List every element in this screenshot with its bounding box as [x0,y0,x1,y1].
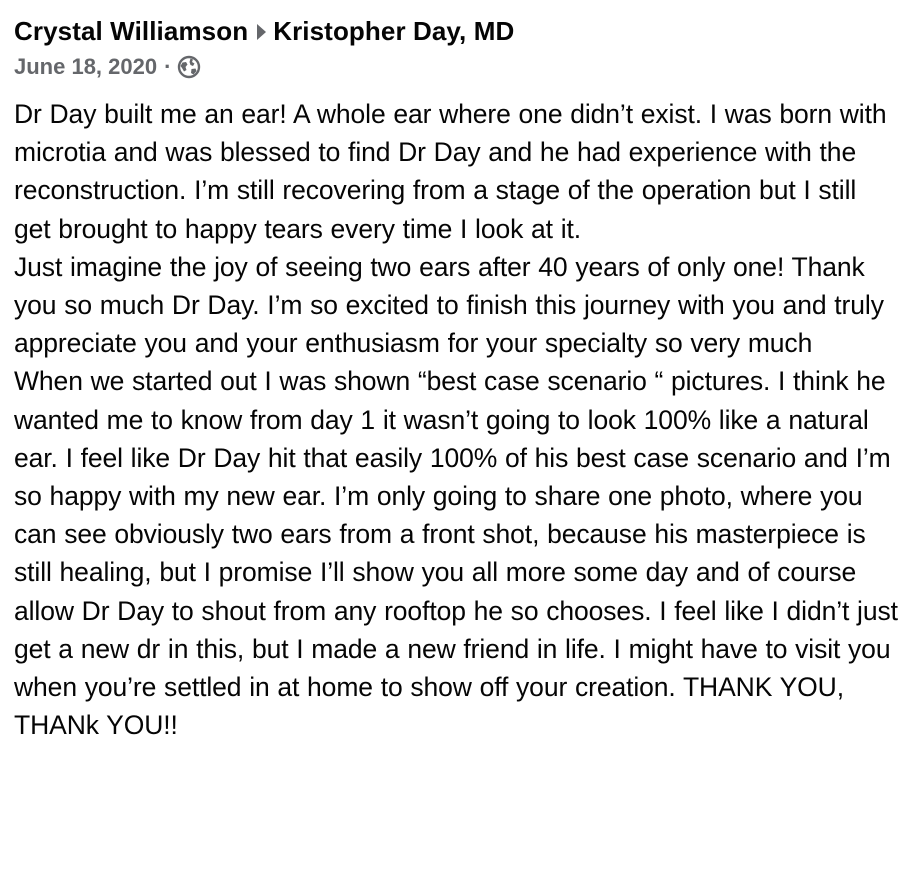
post-meta [14,52,898,82]
post-date-link[interactable]: June 18, 2020 [14,54,158,79]
post-paragraph: Just imagine the joy of seeing two ears after 40 years of only one! Thank you so much Dr Day. I’m so excited to finish this journey with you and truly appreciate you and your enthusiasm for your specialty so very much [14,251,884,359]
author-name-link[interactable]: Crystal Williamson [14,16,249,46]
recipient-name-link[interactable]: Kristopher Day, MD [273,16,515,46]
post-header [14,14,898,48]
meta-separator: · [164,54,172,79]
post-body [14,95,898,744]
share-arrow-icon [257,24,266,40]
post-paragraph: Dr Day built me an ear! A whole ear where one didn’t exist. I was born with microtia and was blessed to find Dr Day and he had experience with the reconstruction. I’m still recovering from a stage of the operation but I still get brought to happy tears every time I look at it. [14,99,887,244]
post-paragraph: When we started out I was shown “best case scenario “ pictures. I think he wanted me to know from day 1 it wasn’t going to look 100% like a natural ear. I feel like Dr Day hit that easily 100% of his best case scenario and I’m so happy with my new ear. I’m only going to share one photo, where you can see obviously two ears from a front shot, because his masterpiece is still healing, but I promise I’ll show you all more some day and of course allow Dr Day to shout from any rooftop he so chooses. I feel like I didn’t just get a new dr in this, but I made a new friend in life. I might have to visit you when you’re settled in at home to show off your creation. THANK YOU, THANk YOU!! [14,366,898,741]
globe-icon[interactable] [177,55,201,79]
